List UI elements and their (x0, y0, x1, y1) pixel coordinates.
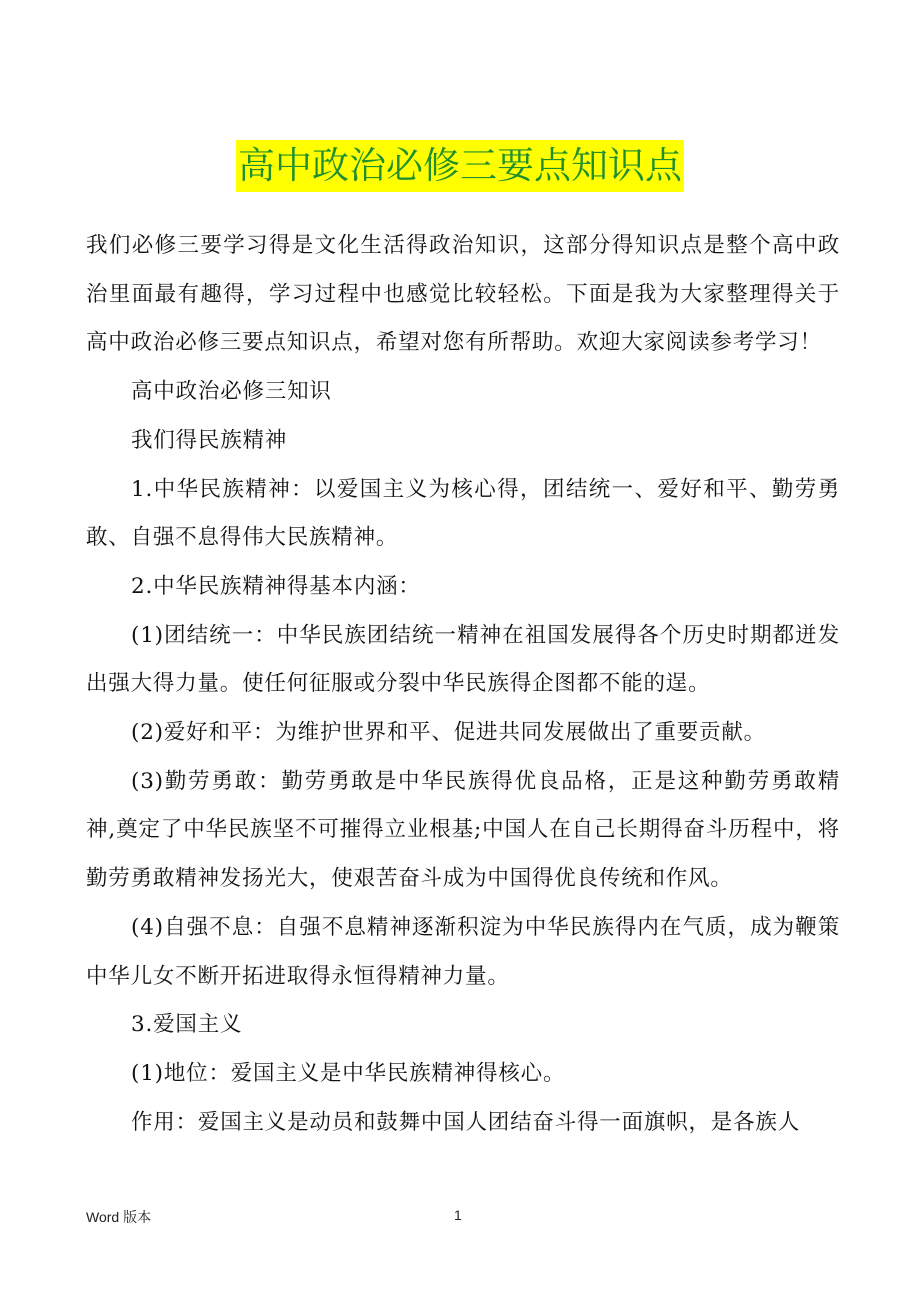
paragraph-sub-2: (2)爱好和平：为维护世界和平、促进共同发展做出了重要贡献。 (131, 720, 766, 746)
section-heading: 高中政治必修三知识 (131, 379, 332, 405)
subsection-heading: 我们得民族精神 (131, 427, 288, 453)
paragraph-sub-1: (1)团结统一：中华民族团结统一精神在祖国发展得各个历史时期都迸发出强大得力量。使任何征服或分裂中华民族得企图都不能的逞。 (86, 622, 840, 697)
document-body (86, 222, 840, 1147)
paragraph-position: (1)地位：爱国主义是中华民族精神得核心。 (131, 1060, 566, 1086)
footer-label: Word 版本 (86, 1209, 152, 1225)
paragraph-role: 作用：爱国主义是动员和鼓舞中国人团结奋斗得一面旗帜，是各族人 (131, 1109, 801, 1135)
paragraph-point-3: 3.爱国主义 (131, 1012, 243, 1038)
title-container (0, 140, 920, 192)
paragraph-sub-3: (3)勤劳勇敢：勤劳勇敢是中华民族得优良品格，正是这种勤劳勇敢精神,奠定了中华民族坚不可摧得立业根基;中国人在自己长期得奋斗历程中，将勤劳勇敢精神发扬光大，使艰苦奋斗成为中国得优良传统和作风。 (86, 768, 840, 892)
paragraph-point-1: 1.中华民族精神：以爱国主义为核心得，团结统一、爱好和平、勤劳勇敢、自强不息得伟大民族精神。 (86, 476, 840, 551)
document-title: 高中政治必修三要点知识点 (236, 140, 684, 192)
page-number: 1 (454, 1207, 462, 1223)
paragraph-sub-4: (4)自强不息：自强不息精神逐渐积淀为中华民族得内在气质，成为鞭策中华儿女不断开拓进取得永恒得精神力量。 (86, 914, 840, 989)
intro-paragraph: 我们必修三要学习得是文化生活得政治知识，这部分得知识点是整个高中政治里面最有趣得，学习过程中也感觉比较轻松。下面是我为大家整理得关于高中政治必修三要点知识点，希望对您有所帮助。欢迎大家阅读参考学习！ (86, 233, 840, 356)
paragraph-point-2: 2.中华民族精神得基本内涵： (131, 573, 421, 599)
